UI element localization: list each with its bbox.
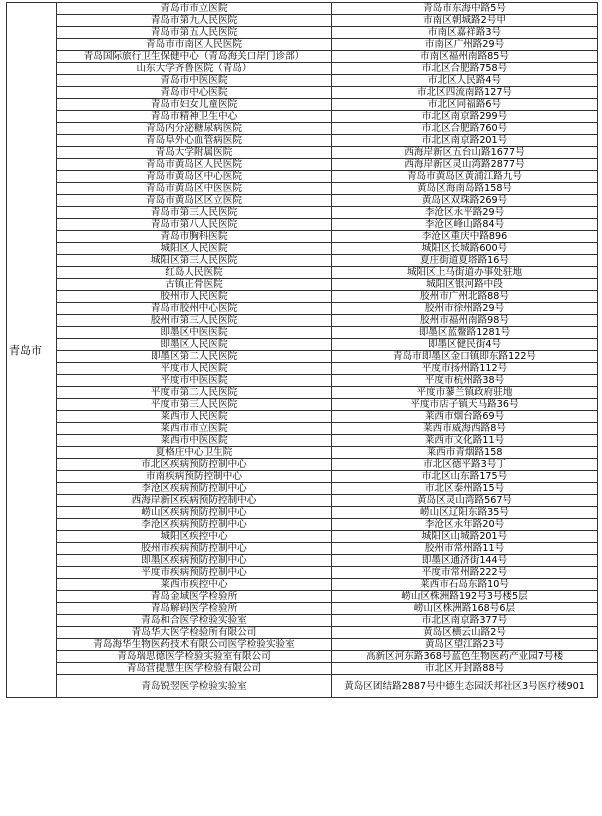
address-cell: 平度市常州路222号 (332, 567, 598, 579)
address-cell: 市北区南京路377号 (332, 615, 598, 627)
address-cell: 莱西市石岛东路10号 (332, 579, 598, 591)
table-row (7, 519, 598, 531)
address-cell: 李沧区重庆中路896 (332, 231, 598, 243)
hospital-name-cell: 青岛内分泌糖尿病医院 (57, 123, 332, 135)
table-row (7, 399, 598, 411)
address-cell: 平度市扬州路112号 (332, 363, 598, 375)
address-cell: 黄岛区望江路23号 (332, 639, 598, 651)
table-row (7, 543, 598, 555)
address-cell: 市北区泰州路15号 (332, 483, 598, 495)
table-row (7, 387, 598, 399)
table-row (7, 363, 598, 375)
hospital-name-cell: 城阳区第三人民医院 (57, 255, 332, 267)
hospital-name-cell: 青岛市精神卫生中心 (57, 111, 332, 123)
hospital-name-cell: 平度市第二人民医院 (57, 387, 332, 399)
table-row (7, 507, 598, 519)
hospital-name-cell: 青岛市第三人民医院 (57, 207, 332, 219)
hospital-name-cell: 青岛市胶州中心医院 (57, 303, 332, 315)
hospital-name-cell: 红岛人民医院 (57, 267, 332, 279)
table-row (7, 675, 598, 698)
table-row (7, 423, 598, 435)
table-row (7, 351, 598, 363)
address-cell: 即墨区健民街4号 (332, 339, 598, 351)
hospital-name-cell: 山东大学齐鲁医院（青岛） (57, 63, 332, 75)
address-cell: 市北区开封路88号 (332, 663, 598, 675)
hospital-name-cell: 青岛锐翌医学检验实验室 (57, 675, 332, 698)
table-row (7, 231, 598, 243)
address-cell: 西海岸新区五台山路1677号 (332, 147, 598, 159)
address-cell: 市南区福州南路85号 (332, 51, 598, 63)
hospital-name-cell: 青岛市黄岛区中心医院 (57, 171, 332, 183)
table-row (7, 75, 598, 87)
table-row (7, 279, 598, 291)
hospital-name-cell: 青岛市第九人民医院 (57, 15, 332, 27)
hospital-name-cell: 青岛市妇女儿童医院 (57, 99, 332, 111)
table-row (7, 603, 598, 615)
hospital-name-cell: 即墨区中医医院 (57, 327, 332, 339)
address-cell: 市南区广州路29号 (332, 39, 598, 51)
address-cell: 平度市店子镇天马路36号 (332, 399, 598, 411)
hospital-name-cell: 莱西市疾控中心 (57, 579, 332, 591)
hospital-name-cell: 青岛大学附属医院 (57, 147, 332, 159)
address-cell: 市北区山东路175号 (332, 471, 598, 483)
table-row (7, 327, 598, 339)
hospital-table (6, 2, 598, 698)
hospital-name-cell: 青岛市黄岛区中医医院 (57, 183, 332, 195)
table-row (7, 315, 598, 327)
table-row (7, 495, 598, 507)
hospital-name-cell: 青岛华大医学检验所有限公司 (57, 627, 332, 639)
table-row (7, 567, 598, 579)
table-row (7, 3, 598, 15)
address-cell: 市北区南京路299号 (332, 111, 598, 123)
table-row (7, 375, 598, 387)
table-row (7, 195, 598, 207)
table-row (7, 27, 598, 39)
table-row (7, 579, 598, 591)
address-cell: 市北区四流南路127号 (332, 87, 598, 99)
hospital-name-cell: 西海岸新区疾病预防控制中心 (57, 495, 332, 507)
table-row (7, 459, 598, 471)
hospital-name-cell: 青岛和合医学检验实验室 (57, 615, 332, 627)
hospital-name-cell: 李沧区疾病预防控制中心 (57, 483, 332, 495)
address-cell: 莱西市威海西路8号 (332, 423, 598, 435)
table-row (7, 207, 598, 219)
address-cell: 胶州市常州路11号 (332, 543, 598, 555)
hospital-name-cell: 即墨区第二人民医院 (57, 351, 332, 363)
table-row (7, 111, 598, 123)
table-row (7, 411, 598, 423)
address-cell: 崂山区株洲路192号3号楼5层 (332, 591, 598, 603)
address-cell: 胶州市徐州路29号 (332, 303, 598, 315)
table-row (7, 15, 598, 27)
hospital-name-cell: 青岛瑞思德医学检验实验室有限公司 (57, 651, 332, 663)
hospital-name-cell: 平度市第三人民医院 (57, 399, 332, 411)
address-cell: 胶州市广州北路88号 (332, 291, 598, 303)
table-row (7, 87, 598, 99)
table-row (7, 435, 598, 447)
address-cell: 市北区合肥路760号 (332, 123, 598, 135)
hospital-table-body (7, 3, 598, 698)
address-cell: 市北区德平路3号丁 (332, 459, 598, 471)
address-cell: 市北区同福路6号 (332, 99, 598, 111)
address-cell: 即墨区通济街144号 (332, 555, 598, 567)
table-row (7, 291, 598, 303)
hospital-name-cell: 青岛阜外心血管病医院 (57, 135, 332, 147)
hospital-name-cell: 胶州市人民医院 (57, 291, 332, 303)
address-cell: 黄岛区双珠路269号 (332, 195, 598, 207)
address-cell: 青岛市东海中路5号 (332, 3, 598, 15)
address-cell: 李沧区永平路29号 (332, 207, 598, 219)
hospital-name-cell: 青岛国际旅行卫生保健中心（青岛海关口岸门诊部） (57, 51, 332, 63)
address-cell: 城阳区银河路中段 (332, 279, 598, 291)
table-row (7, 159, 598, 171)
address-cell: 城阳区上马街道办事处驻地 (332, 267, 598, 279)
table-row (7, 99, 598, 111)
hospital-name-cell: 青岛营提慧生医学检验有限公司 (57, 663, 332, 675)
table-row (7, 255, 598, 267)
hospital-name-cell: 市北区疾病预防控制中心 (57, 459, 332, 471)
hospital-name-cell: 李沧区疾病预防控制中心 (57, 519, 332, 531)
address-cell: 城阳区长城路600号 (332, 243, 598, 255)
table-row (7, 51, 598, 63)
address-cell: 平度市蓼兰镇政府驻地 (332, 387, 598, 399)
address-cell: 市北区人民路4号 (332, 75, 598, 87)
hospital-name-cell: 青岛金域医学检验所 (57, 591, 332, 603)
address-cell: 青岛市即墨区金口镇即东路122号 (332, 351, 598, 363)
hospital-name-cell: 青岛市第五人民医院 (57, 27, 332, 39)
address-cell: 市北区南京路201号 (332, 135, 598, 147)
table-row (7, 171, 598, 183)
address-cell: 西海岸新区灵山湾路2877号 (332, 159, 598, 171)
hospital-name-cell: 青岛解码医学检验所 (57, 603, 332, 615)
address-cell: 市北区合肥路758号 (332, 63, 598, 75)
table-row (7, 531, 598, 543)
table-row (7, 303, 598, 315)
address-cell: 李沧区峰山路84号 (332, 219, 598, 231)
table-row (7, 483, 598, 495)
address-cell: 莱西市烟台路69号 (332, 411, 598, 423)
hospital-name-cell: 城阳区疾控中心 (57, 531, 332, 543)
table-row (7, 651, 598, 663)
hospital-name-cell: 即墨区人民医院 (57, 339, 332, 351)
table-row (7, 447, 598, 459)
hospital-name-cell: 青岛市市南区人民医院 (57, 39, 332, 51)
address-cell: 市南区朝城路2号甲 (332, 15, 598, 27)
address-cell: 青岛市黄岛区黄浦江路九号 (332, 171, 598, 183)
hospital-name-cell: 青岛市第八人民医院 (57, 219, 332, 231)
hospital-name-cell: 即墨区疾病预防控制中心 (57, 555, 332, 567)
address-cell: 莱西市文化路11号 (332, 435, 598, 447)
table-row (7, 591, 598, 603)
hospital-name-cell: 青岛海华生物医药技术有限公司医学检验实验室 (57, 639, 332, 651)
table-row (7, 555, 598, 567)
table-row (7, 639, 598, 651)
table-row (7, 471, 598, 483)
table-row (7, 267, 598, 279)
table-row (7, 663, 598, 675)
hospital-name-cell: 莱西市市立医院 (57, 423, 332, 435)
address-cell: 胶州市福州南路98号 (332, 315, 598, 327)
table-row (7, 627, 598, 639)
address-cell: 即墨区蓝鳌路1281号 (332, 327, 598, 339)
table-row (7, 135, 598, 147)
table-row (7, 183, 598, 195)
table-row (7, 63, 598, 75)
table-row (7, 39, 598, 51)
address-cell: 黄岛区灵山湾路567号 (332, 495, 598, 507)
hospital-name-cell: 青岛市黄岛区区立医院 (57, 195, 332, 207)
hospital-name-cell: 平度市人民医院 (57, 363, 332, 375)
city-cell: 青岛市 (7, 3, 57, 698)
hospital-name-cell: 青岛市中医医院 (57, 75, 332, 87)
hospital-name-cell: 胶州市第三人民医院 (57, 315, 332, 327)
address-cell: 城阳区山城路201号 (332, 531, 598, 543)
table-row (7, 147, 598, 159)
hospital-name-cell: 平度市疾病预防控制中心 (57, 567, 332, 579)
table-row (7, 219, 598, 231)
hospital-name-cell: 古镇正骨医院 (57, 279, 332, 291)
hospital-name-cell: 莱西市人民医院 (57, 411, 332, 423)
address-cell: 莱西市青烟路158 (332, 447, 598, 459)
address-cell: 平度市杭州路38号 (332, 375, 598, 387)
hospital-name-cell: 莱西市中医医院 (57, 435, 332, 447)
hospital-name-cell: 市南疾病预防控制中心 (57, 471, 332, 483)
address-cell: 夏庄街道夏塔路16号 (332, 255, 598, 267)
address-cell: 黄岛区海南岛路158号 (332, 183, 598, 195)
hospital-name-cell: 青岛市市立医院 (57, 3, 332, 15)
table-row (7, 123, 598, 135)
hospital-name-cell: 夏格庄中心卫生院 (57, 447, 332, 459)
address-cell: 市南区嘉祥路3号 (332, 27, 598, 39)
hospital-name-cell: 青岛市胸科医院 (57, 231, 332, 243)
hospital-name-cell: 平度市中医医院 (57, 375, 332, 387)
table-row (7, 615, 598, 627)
address-cell: 崂山区株洲路168号6层 (332, 603, 598, 615)
address-cell: 黄岛区横云山路2号 (332, 627, 598, 639)
hospital-name-cell: 城阳区人民医院 (57, 243, 332, 255)
table-row (7, 339, 598, 351)
hospital-name-cell: 青岛市黄岛区人民医院 (57, 159, 332, 171)
address-cell: 崂山区辽阳东路35号 (332, 507, 598, 519)
hospital-name-cell: 崂山区疾病预防控制中心 (57, 507, 332, 519)
table-row (7, 243, 598, 255)
address-cell: 高新区河东路368号蓝色生物医药产业园7号楼 (332, 651, 598, 663)
hospital-name-cell: 青岛市中心医院 (57, 87, 332, 99)
address-cell: 李沧区永年路20号 (332, 519, 598, 531)
address-cell: 黄岛区团结路2887号中德生态园沃邦社区3号医疗楼901 (332, 675, 598, 698)
hospital-name-cell: 胶州市疾病预防控制中心 (57, 543, 332, 555)
